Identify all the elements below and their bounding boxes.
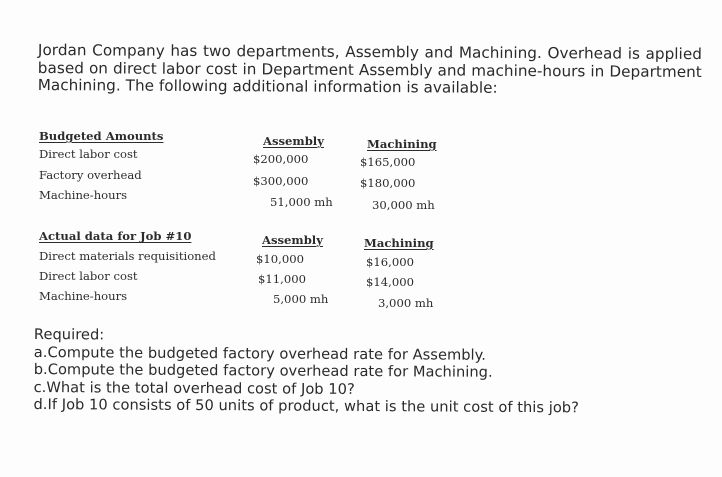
budgeted-row-assembly: 51,000 mh	[270, 195, 333, 209]
budgeted-header: Budgeted Amounts	[39, 129, 164, 143]
required-item: b.Compute the budgeted factory overhead rate for Machining.	[33, 361, 493, 381]
actual-row-label: Machine-hours	[39, 289, 128, 303]
required-item: c.What is the total overhead cost of Job 10?	[33, 378, 355, 398]
actual-header: Actual data for Job #10	[39, 229, 192, 243]
problem-statement: Jordan Company has two departments, Assembly and Machining. Overhead is applied based on direct labor cost in Department Assembly and machine-hours in Department Machining. The following additional information is available:	[37, 41, 702, 97]
required-title: Required:	[33, 326, 105, 344]
actual-row-machining: $16,000	[366, 255, 414, 269]
actual-col-assembly: Assembly	[262, 233, 323, 247]
actual-row-assembly: 5,000 mh	[273, 292, 329, 306]
actual-row-label: Direct labor cost	[39, 269, 138, 283]
budgeted-col-machining: Machining	[367, 137, 437, 151]
budgeted-row-label: Machine-hours	[39, 188, 128, 202]
budgeted-row-assembly: $300,000	[253, 174, 309, 188]
budgeted-row-assembly: $200,000	[253, 152, 309, 166]
actual-row-machining: 3,000 mh	[378, 296, 434, 310]
actual-row-machining: $14,000	[366, 275, 414, 289]
required-item: d.If Job 10 consists of 50 units of product, what is the unit cost of this job?	[33, 396, 579, 417]
actual-col-machining: Machining	[364, 236, 434, 250]
budgeted-row-machining: $165,000	[360, 155, 416, 169]
budgeted-col-assembly: Assembly	[263, 134, 324, 148]
budgeted-row-label: Direct labor cost	[39, 147, 138, 161]
budgeted-row-machining: $180,000	[360, 176, 416, 190]
required-item: a.Compute the budgeted factory overhead rate for Assembly.	[33, 343, 487, 364]
budgeted-row-label: Factory overhead	[39, 168, 142, 182]
actual-row-label: Direct materials requisitioned	[39, 249, 216, 263]
actual-row-assembly: $10,000	[256, 252, 304, 266]
required-section	[33, 326, 579, 417]
actual-row-assembly: $11,000	[258, 272, 306, 286]
budgeted-row-machining: 30,000 mh	[372, 198, 435, 212]
